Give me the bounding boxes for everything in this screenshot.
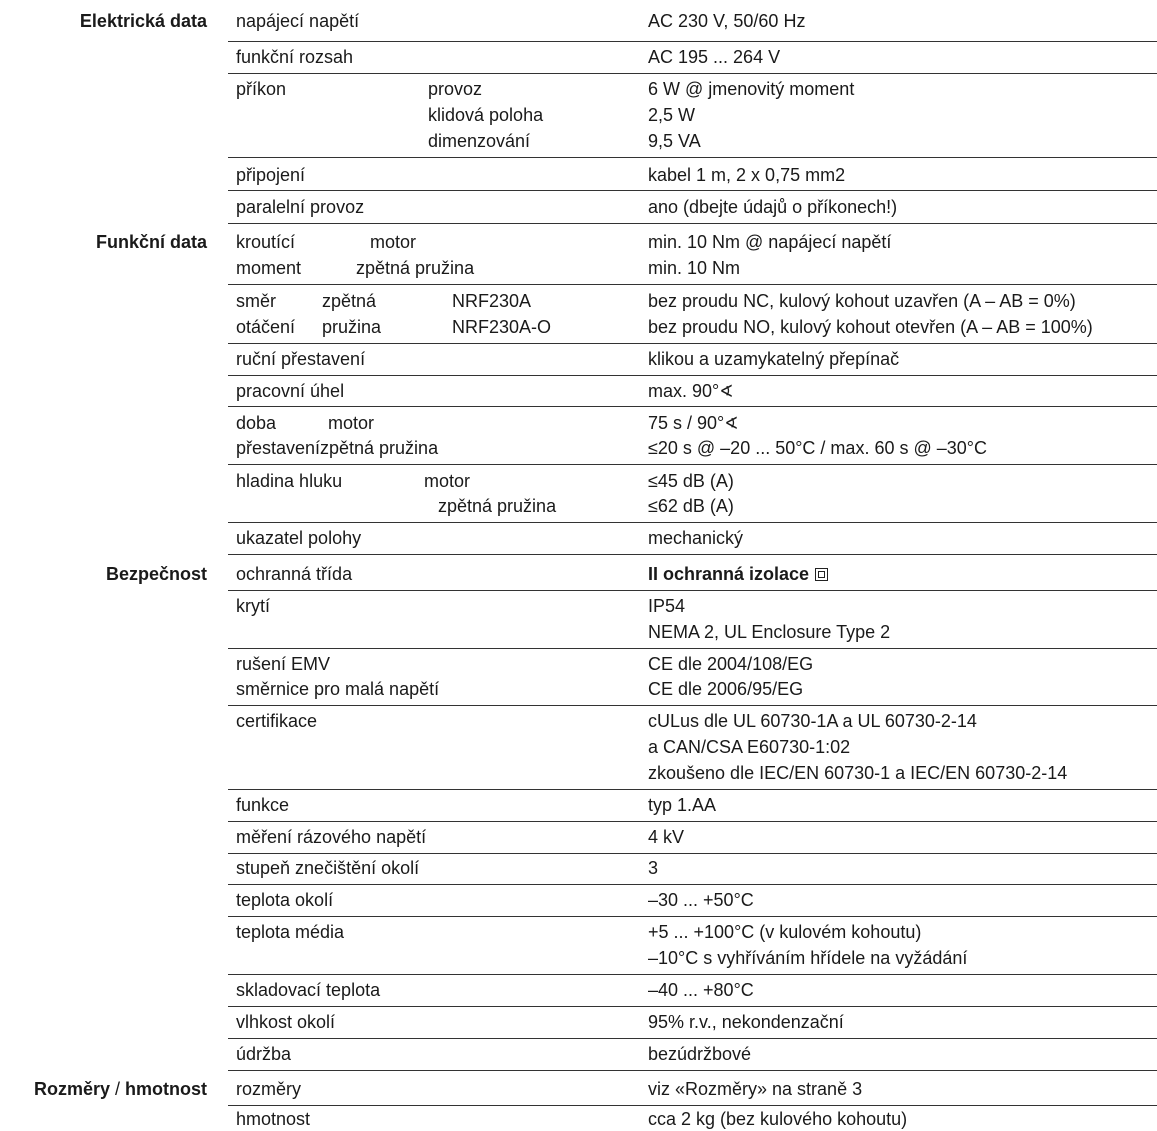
spec-value-cert-iec: zkoušeno dle IEC/EN 60730-1 a IEC/EN 60730-2-14 bbox=[648, 763, 1068, 783]
spec-value-function-range: AC 195 ... 264 V bbox=[648, 47, 781, 67]
spec-value-power-sizing: 9,5 VA bbox=[648, 131, 701, 151]
spec-label-ingress: krytí bbox=[236, 596, 270, 616]
spec-sublabel-runtime-motor: motor bbox=[328, 413, 375, 433]
spec-label-supply-voltage: napájecí napětí bbox=[236, 11, 360, 31]
spec-value-pollution-degree: 3 bbox=[648, 858, 659, 878]
spec-value-nema: NEMA 2, UL Enclosure Type 2 bbox=[648, 622, 891, 642]
row-divider bbox=[228, 464, 1157, 465]
row-divider bbox=[228, 284, 1157, 285]
spec-label-dimensions: rozměry bbox=[236, 1079, 302, 1099]
spec-model-nrf230a: NRF230A bbox=[452, 291, 532, 311]
row-divider bbox=[228, 1038, 1157, 1039]
spec-sublabel-direction-spring-a: zpětná bbox=[322, 291, 377, 311]
section-label-dimensions: Rozměry / hmotnost bbox=[33, 1079, 207, 1099]
spec-label-humidity: vlhkost okolí bbox=[236, 1012, 336, 1032]
row-divider bbox=[228, 853, 1157, 854]
row-divider bbox=[228, 705, 1157, 706]
spec-value-emc: CE dle 2004/108/EG bbox=[648, 654, 814, 674]
spec-value-media-temp: +5 ... +100°C (v kulovém kohoutu) bbox=[648, 922, 922, 942]
row-divider bbox=[228, 157, 1157, 158]
spec-label-maintenance: údržba bbox=[236, 1044, 292, 1064]
spec-value-lvd: CE dle 2006/95/EG bbox=[648, 679, 804, 699]
spec-label-noise: hladina hluku bbox=[236, 471, 343, 491]
row-divider bbox=[228, 522, 1157, 523]
spec-label-runtime-b: přestavení bbox=[236, 438, 321, 458]
row-divider bbox=[228, 1006, 1157, 1007]
spec-label-torque-a: kroutící bbox=[236, 232, 296, 252]
row-divider bbox=[228, 974, 1157, 975]
spec-value-cert-ul: cULus dle UL 60730-1A a UL 60730-2-14 bbox=[648, 711, 977, 731]
row-divider bbox=[228, 554, 1157, 555]
angle-icon: ∢ bbox=[724, 414, 739, 433]
spec-value-protection-class: II ochranná izolace bbox=[648, 563, 828, 586]
spec-value-supply-voltage: AC 230 V, 50/60 Hz bbox=[648, 11, 806, 31]
row-divider bbox=[228, 73, 1157, 74]
spec-label-media-temp: teplota média bbox=[236, 922, 345, 942]
spec-label-lvd: směrnice pro malá napětí bbox=[236, 679, 440, 699]
spec-label-pollution-degree: stupeň znečištění okolí bbox=[236, 858, 420, 878]
spec-value-dimensions: viz «Rozměry» na straně 3 bbox=[648, 1079, 863, 1099]
section-label-safety: Bezpečnost bbox=[105, 564, 207, 584]
spec-value-position-indicator: mechanický bbox=[648, 528, 744, 548]
row-divider bbox=[228, 406, 1157, 407]
spec-label-direction-b: otáčení bbox=[236, 317, 296, 337]
row-divider bbox=[228, 1105, 1157, 1106]
spec-label-storage-temp: skladovací teplota bbox=[236, 980, 381, 1000]
row-divider bbox=[228, 821, 1157, 822]
spec-value-direction-no: bez proudu NO, kulový kohout otevřen (A – AB = 100%) bbox=[648, 317, 1093, 337]
spec-sublabel-noise-motor: motor bbox=[424, 471, 471, 491]
spec-label-power: příkon bbox=[236, 79, 287, 99]
row-divider bbox=[228, 375, 1157, 376]
spec-value-manual-override: klikou a uzamykatelný přepínač bbox=[648, 349, 900, 369]
row-divider bbox=[228, 916, 1157, 917]
spec-value-weight: cca 2 kg (bez kulového kohoutu) bbox=[648, 1109, 908, 1129]
spec-label-manual-override: ruční přestavení bbox=[236, 349, 366, 369]
spec-sublabel-noise-spring: zpětná pružina bbox=[438, 496, 557, 516]
spec-label-emc: rušení EMV bbox=[236, 654, 331, 674]
spec-value-runtime-spring: ≤20 s @ –20 ... 50°C / max. 60 s @ –30°C bbox=[648, 438, 987, 458]
spec-label-runtime-a: doba bbox=[236, 413, 277, 433]
spec-label-impulse-voltage: měření rázového napětí bbox=[236, 827, 427, 847]
spec-sublabel-direction-spring-b: pružina bbox=[322, 317, 382, 337]
row-divider bbox=[228, 190, 1157, 191]
spec-label-torque-b: moment bbox=[236, 258, 302, 278]
spec-sublabel-power-rest: klidová poloha bbox=[428, 105, 544, 125]
spec-value-connection: kabel 1 m, 2 x 0,75 mm2 bbox=[648, 165, 846, 185]
spec-sublabel-power-sizing: dimenzování bbox=[428, 131, 531, 151]
spec-label-ambient-temp: teplota okolí bbox=[236, 890, 334, 910]
spec-value-power-rest: 2,5 W bbox=[648, 105, 696, 125]
double-insulation-icon bbox=[815, 568, 828, 581]
spec-sublabel-torque-motor: motor bbox=[370, 232, 417, 252]
spec-value-direction-nc: bez proudu NC, kulový kohout uzavřen (A – AB = 0%) bbox=[648, 291, 1076, 311]
spec-value-function-type: typ 1.AA bbox=[648, 795, 717, 815]
spec-value-angle: max. 90°∢ bbox=[648, 381, 734, 401]
spec-value-humidity: 95% r.v., nekondenzační bbox=[648, 1012, 844, 1032]
row-divider bbox=[228, 884, 1157, 885]
spec-label-protection-class: ochranná třída bbox=[236, 564, 353, 584]
spec-value-noise-motor: ≤45 dB (A) bbox=[648, 471, 734, 491]
spec-label-certification: certifikace bbox=[236, 711, 318, 731]
angle-icon: ∢ bbox=[719, 382, 734, 401]
spec-value-impulse-voltage: 4 kV bbox=[648, 827, 685, 847]
spec-value-torque-motor: min. 10 Nm @ napájecí napětí bbox=[648, 232, 892, 252]
spec-value-torque-spring: min. 10 Nm bbox=[648, 258, 741, 278]
spec-value-cert-csa: a CAN/CSA E60730-1:02 bbox=[648, 737, 851, 757]
spec-value-ip54: IP54 bbox=[648, 596, 686, 616]
spec-value-storage-temp: –40 ... +80°C bbox=[648, 980, 754, 1000]
spec-model-nrf230a-o: NRF230A-O bbox=[452, 317, 552, 337]
spec-label-angle: pracovní úhel bbox=[236, 381, 345, 401]
spec-label-connection: připojení bbox=[236, 165, 306, 185]
spec-value-maintenance: bezúdržbové bbox=[648, 1044, 752, 1064]
spec-value-ambient-temp: –30 ... +50°C bbox=[648, 890, 754, 910]
spec-sublabel-runtime-spring: zpětná pružina bbox=[320, 438, 439, 458]
spec-value-media-temp-heated: –10°C s vyhříváním hřídele na vyžádání bbox=[648, 948, 968, 968]
row-divider bbox=[228, 41, 1157, 42]
spec-label-parallel: paralelní provoz bbox=[236, 197, 365, 217]
spec-label-function-range: funkční rozsah bbox=[236, 47, 354, 67]
section-label-functional: Funkční data bbox=[95, 232, 207, 252]
spec-label-function-type: funkce bbox=[236, 795, 290, 815]
spec-label-position-indicator: ukazatel polohy bbox=[236, 528, 362, 548]
spec-value-runtime-motor: 75 s / 90°∢ bbox=[648, 413, 739, 433]
spec-label-direction-a: směr bbox=[236, 291, 276, 311]
row-divider bbox=[228, 789, 1157, 790]
row-divider bbox=[228, 343, 1157, 344]
spec-value-noise-spring: ≤62 dB (A) bbox=[648, 496, 734, 516]
spec-sublabel-power-operation: provoz bbox=[428, 79, 483, 99]
row-divider bbox=[228, 223, 1157, 224]
spec-value-parallel: ano (dbejte údajů o příkonech!) bbox=[648, 197, 898, 217]
spec-label-weight: hmotnost bbox=[236, 1109, 311, 1129]
section-label-electrical: Elektrická data bbox=[79, 11, 207, 31]
row-divider bbox=[228, 648, 1157, 649]
spec-sublabel-torque-spring: zpětná pružina bbox=[356, 258, 475, 278]
row-divider bbox=[228, 1070, 1157, 1071]
row-divider bbox=[228, 590, 1157, 591]
spec-value-power-operation: 6 W @ jmenovitý moment bbox=[648, 79, 855, 99]
